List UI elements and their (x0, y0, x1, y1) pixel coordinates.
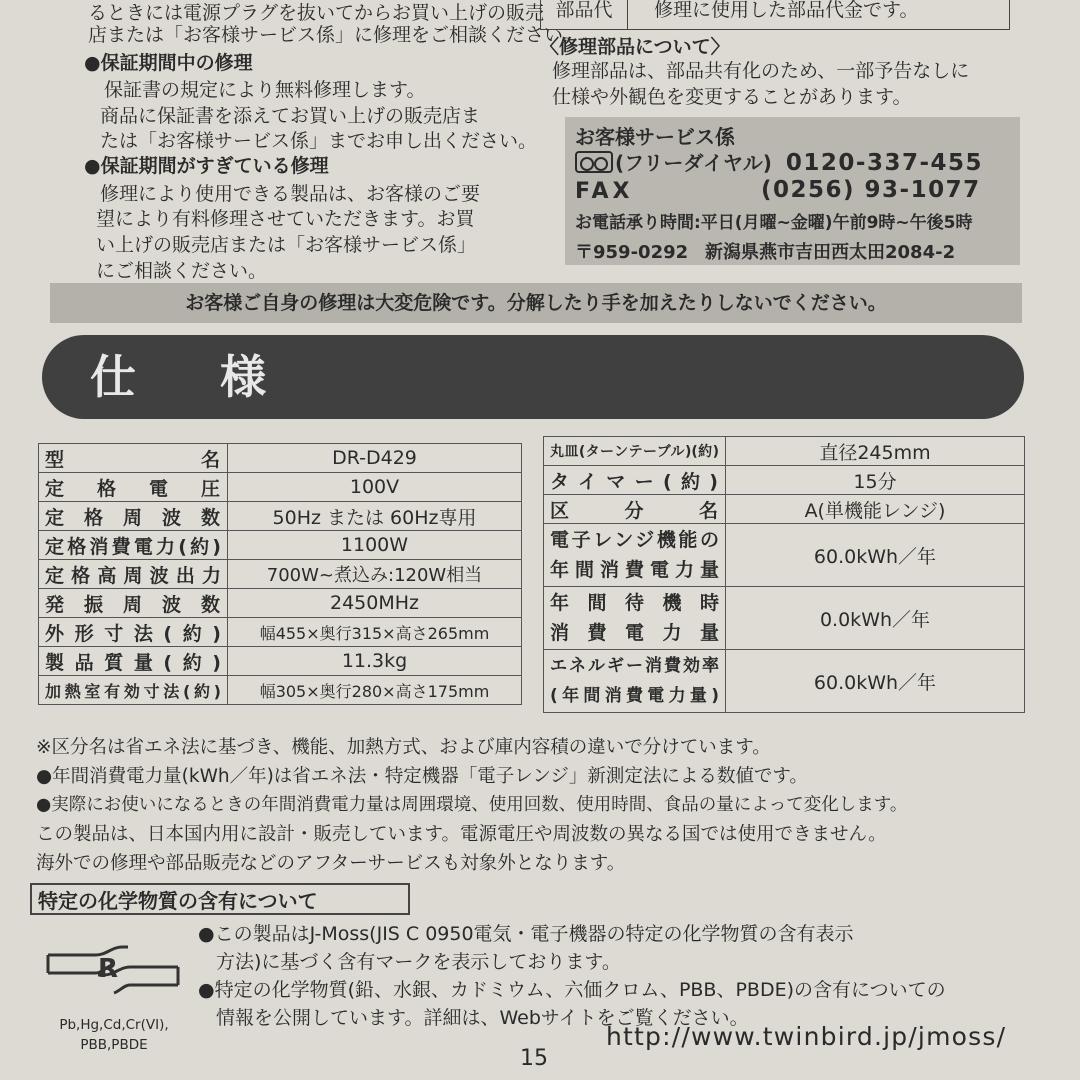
warranty-expired-heading: ●保証期間がすぎている修理 (84, 155, 329, 177)
note-line: ※区分名は省エネ法に基づき、機能、加熱方式、および庫内容積の違いで分けています。 (36, 737, 771, 758)
spec-table-right (543, 436, 1025, 713)
chem-line: ●特定の化学物質(鉛、水銀、カドミウム、六価クロム、PBB、PBDE)の含有についての (198, 979, 946, 1001)
table-row (544, 466, 1025, 495)
table-row (544, 495, 1025, 524)
freedial-number: 0120-337-455 (785, 150, 984, 176)
table-row (544, 650, 1025, 713)
table-row (39, 473, 522, 502)
service-address: 新潟県燕市吉田西太田2084-2 (705, 242, 956, 263)
spec-key: 定格高周波出力 (39, 560, 228, 589)
spec-value: 0.0kWh／年 (726, 587, 1025, 650)
spec-title-char: 仕 (90, 350, 136, 404)
jmoss-mark-label (34, 1015, 194, 1055)
jmoss-r-mark-icon (38, 925, 188, 1015)
spec-key: 電子レンジ機能の 年間消費電力量 (544, 524, 726, 587)
spec-key: 加熱室有効寸法(約) (39, 676, 228, 705)
spec-value: 2450MHz (228, 589, 522, 618)
spec-key: 年間待機時 消費電力量 (544, 587, 726, 650)
chem-line: ●この製品はJ-Moss(JIS C 0950電気・電子機器の特定の化学物質の含有表示 (198, 923, 854, 945)
table-row (39, 647, 522, 676)
table-row (544, 524, 1025, 587)
spec-key: タイマー(約) (544, 466, 726, 495)
fax-number: (0256) 93-1077 (761, 177, 981, 203)
parts-cost-table (540, 0, 1010, 30)
repair-parts-text: 仕様や外観色を変更することがあります。 (552, 86, 912, 108)
table-row (39, 444, 522, 473)
jmoss-mark-label-line: Pb,Hg,Cd,Cr(VI), (59, 1017, 169, 1033)
warranty-expired-text: 修理により使用できる製品は、お客様のご要 (100, 183, 481, 205)
table-row (39, 676, 522, 705)
spec-value: 直径245mm (726, 437, 1025, 466)
spec-key: 定格電圧 (39, 473, 228, 502)
table-row (39, 502, 522, 531)
note-line: ●年間消費電力量(kWh／年)は省エネ法・特定機器「電子レンジ」新測定法による数値です。 (36, 766, 808, 787)
spec-key: 型名 (39, 444, 228, 473)
service-title: お客様サービス係 (575, 125, 735, 149)
warranty-expired-text: 望により有料修理させていただきます。お買 (96, 208, 475, 230)
freedial-row (575, 147, 983, 176)
chem-section-title: 特定の化学物質の含有について (30, 883, 410, 915)
spec-value: 700W~煮込み:120W相当 (228, 560, 522, 589)
spec-value: 60.0kWh／年 (726, 650, 1025, 713)
repair-note-line: るときには電源プラグを抜いてからお買い上げの販売 (88, 2, 545, 24)
spec-value: 幅455×奥行315×高さ265mm (228, 618, 522, 647)
customer-service-box (565, 117, 1020, 265)
postal-code: 〒959-0292 (575, 242, 689, 263)
fax-label: FAX (575, 179, 634, 204)
repair-parts-text: 修理部品は、部品共有化のため、一部予告なしに (552, 60, 970, 82)
chem-line: 情報を公開しています。詳細は、Webサイトをご覧ください。 (216, 1007, 749, 1029)
jmoss-website-link[interactable]: http://www.twinbird.jp/jmoss/ (606, 1022, 1007, 1051)
note-line: この製品は、日本国内用に設計・販売しています。電源電圧や周波数の異なる国では使用できません。 (36, 824, 887, 845)
freedial-label: (フリーダイヤル) (615, 151, 772, 175)
spec-key: 丸皿(ターンテーブル)(約) (544, 437, 726, 466)
spec-key: 定格消費電力(約) (39, 531, 228, 560)
spec-value: A(単機能レンジ) (726, 495, 1025, 524)
table-row (39, 618, 522, 647)
table-row (544, 587, 1025, 650)
note-line: 海外での修理や部品販売などのアフターサービスも対象外となります。 (36, 853, 626, 874)
table-row (39, 560, 522, 589)
spec-value: 1100W (228, 531, 522, 560)
warranty-in-period-text: たは「お客様サービス係」までお申し出ください。 (100, 130, 538, 152)
repair-parts-heading: 〈修理部品について〉 (540, 36, 730, 58)
spec-value: DR-D429 (228, 444, 522, 473)
page-number: 15 (520, 1046, 548, 1071)
jmoss-mark-label-line: PBB,PBDE (80, 1037, 148, 1053)
note-line: ●実際にお使いになるときの年間消費電力量は周囲環境、使用回数、使用時間、食品の量によって変化します。 (36, 795, 908, 815)
spec-key: 区分名 (544, 495, 726, 524)
spec-table-left (38, 443, 522, 705)
spec-key: 外形寸法(約) (39, 618, 228, 647)
parts-cost-label: 部品代 (541, 0, 628, 29)
service-hours: お電話承り時間:平日(月曜~金曜)午前9時~午後5時 (575, 213, 973, 233)
spec-section-header (42, 335, 1024, 419)
spec-value: 11.3kg (228, 647, 522, 676)
spec-value: 100V (228, 473, 522, 502)
chem-text (198, 920, 946, 1032)
warranty-expired-text: い上げの販売店または「お客様サービス係」 (96, 234, 477, 256)
warranty-in-period-text: 保証書の規定により無料修理します。 (104, 79, 426, 101)
jmoss-mark-letter: R (98, 954, 119, 984)
warranty-in-period-heading: ●保証期間中の修理 (84, 52, 253, 74)
spec-title-char: 様 (220, 350, 266, 404)
spec-value: 60.0kWh／年 (726, 524, 1025, 587)
table-row (39, 589, 522, 618)
spec-key: 定格周波数 (39, 502, 228, 531)
spec-key: 発振周波数 (39, 589, 228, 618)
chem-line: 方法)に基づく含有マークを表示しております。 (216, 951, 621, 973)
spec-key: エネルギー消費効率 (年間消費電力量) (544, 650, 726, 713)
spec-value: 50Hz または 60Hz専用 (228, 502, 522, 531)
table-row (544, 437, 1025, 466)
spec-value: 15分 (726, 466, 1025, 495)
warranty-in-period-text: 商品に保証書を添えてお買い上げの販売店ま (100, 105, 481, 127)
repair-note-line: 店または「お客様サービス係」に修理をご相談ください。 (88, 24, 583, 46)
spec-value: 幅305×奥行280×高さ175mm (228, 676, 522, 705)
warranty-expired-text: にご相談ください。 (96, 260, 268, 282)
repair-warning-banner: お客様ご自身の修理は大変危険です。分解したり手を加えたりしないでください。 (50, 283, 1022, 323)
spec-key: 製品質量(約) (39, 647, 228, 676)
table-row (39, 531, 522, 560)
freedial-icon (575, 151, 613, 173)
parts-cost-value: 修理に使用した部品代金です。 (654, 0, 919, 21)
spec-notes (36, 733, 907, 878)
